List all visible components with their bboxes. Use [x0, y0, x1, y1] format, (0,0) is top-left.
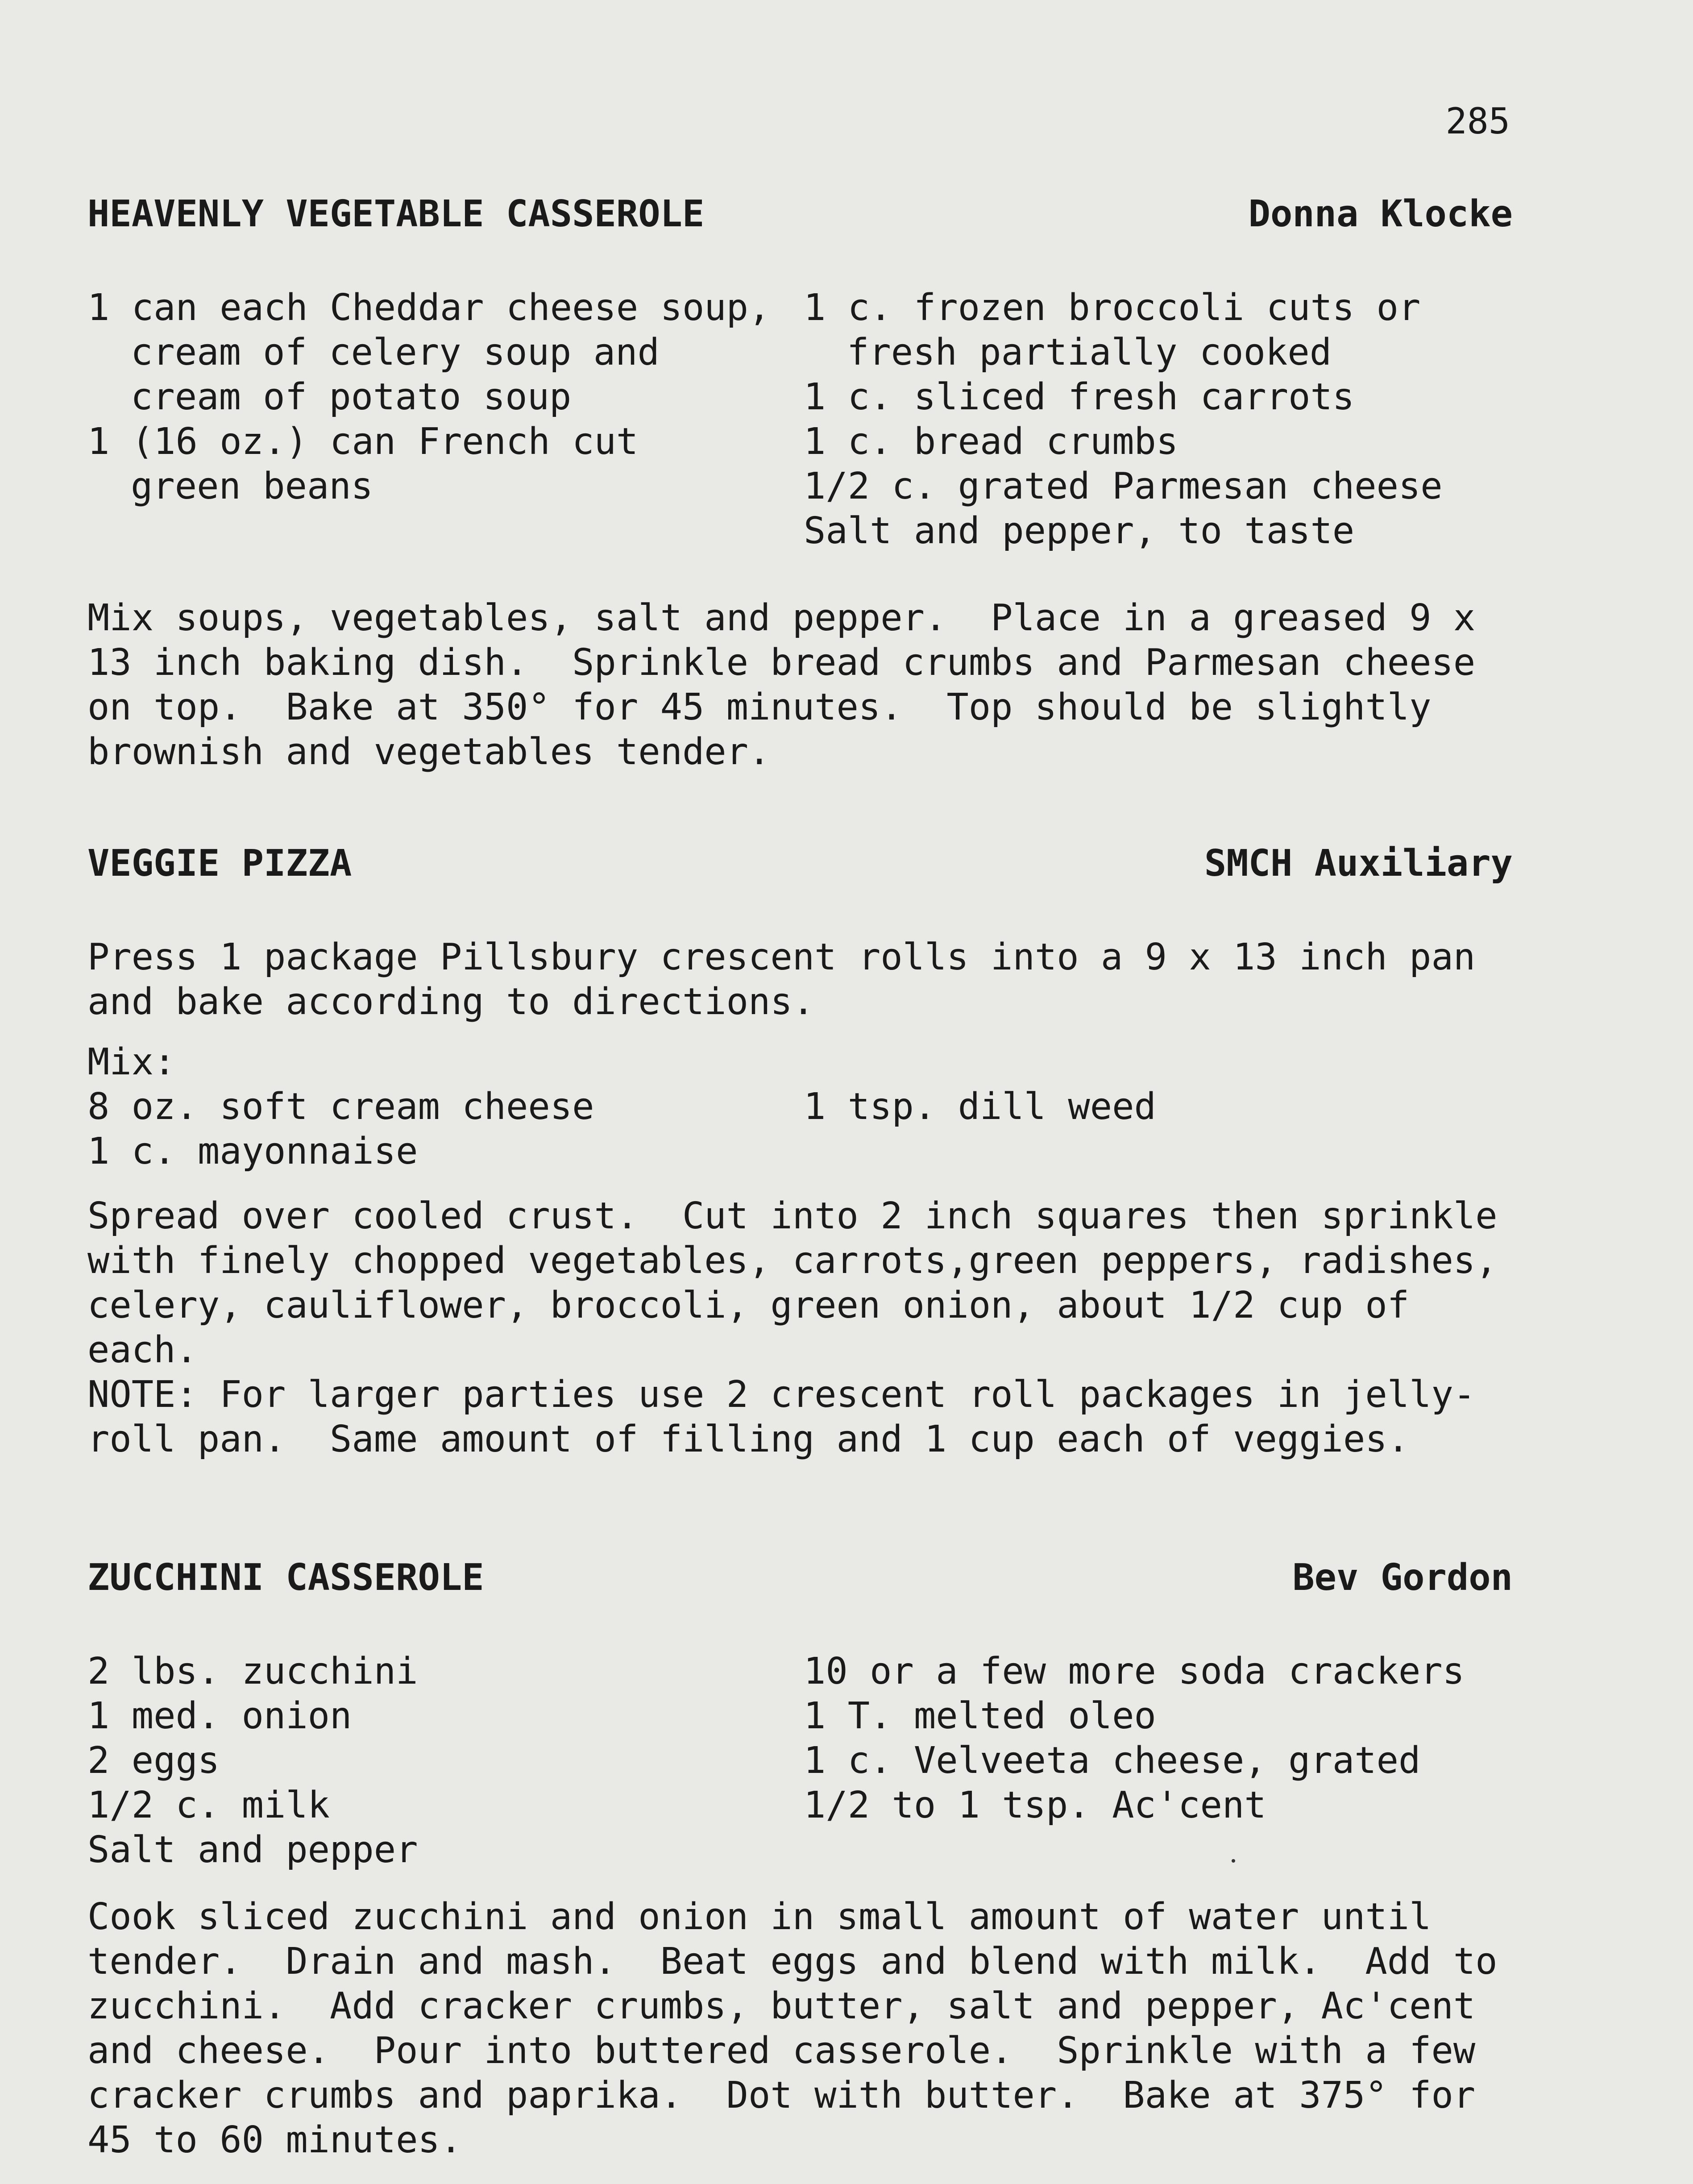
ingredient-line: 1 (16 oz.) can French cut [87, 420, 639, 463]
ingredient-line: fresh partially cooked [847, 331, 1332, 374]
recipe-directions [87, 596, 1513, 774]
direction-line: on top. Bake at 350° for 45 minutes. Top should be slightly [87, 686, 1432, 728]
recipe-title: ZUCCHINI CASSEROLE [87, 1556, 484, 1599]
recipe-author: Bev Gordon [1292, 1556, 1513, 1599]
ingredient-line: 1 c. frozen broccoli cuts or [804, 287, 1421, 329]
page-number: 285 [1445, 100, 1510, 142]
ingredients-left-column [87, 1649, 804, 1872]
direction-line: 13 inch baking dish. Sprinkle bread crumbs and Parmesan cheese [87, 641, 1476, 684]
ingredient-line: Salt and pepper, to taste [804, 510, 1355, 552]
ingredient-line: 1/2 c. grated Parmesan cheese [804, 465, 1443, 508]
ingredients-right-column [804, 1649, 1513, 1872]
ingredient-line: 2 lbs. zucchini [87, 1650, 418, 1693]
ingredient-line: 2 eggs [87, 1739, 220, 1782]
direction-line: zucchini. Add cracker crumbs, butter, salt and pepper, Ac'cent [87, 1985, 1476, 2027]
direction-line: and bake according to directions. [87, 981, 815, 1023]
ingredients-left-column [87, 1085, 804, 1174]
direction-line: brownish and vegetables tender. [87, 731, 771, 773]
recipe-heavenly-vegetable-casserole [87, 192, 1513, 774]
ingredient-line: green beans [131, 465, 373, 508]
recipe-header [87, 192, 1513, 237]
direction-line: Press 1 package Pillsbury crescent rolls into a 9 x 13 inch pan [87, 936, 1476, 978]
recipe-directions [87, 1895, 1513, 2163]
ingredient-line: 1 can each Cheddar cheese soup, [87, 287, 771, 329]
ingredient-line: 1 c. mayonnaise [87, 1130, 418, 1173]
direction-line: Cook sliced zucchini and onion in small amount of water until [87, 1896, 1432, 1938]
ingredient-line: 1 T. melted oleo [804, 1695, 1156, 1737]
ingredients [87, 286, 1513, 553]
ingredient-line: cream of celery soup and [131, 331, 660, 374]
ingredient-line: 1 c. Velveeta cheese, grated [804, 1739, 1421, 1782]
ingredient-line: 1 c. sliced fresh carrots [804, 376, 1355, 418]
direction-line: Spread over cooled crust. Cut into 2 inch squares then sprinkle [87, 1195, 1498, 1237]
ingredients-left-column [87, 286, 804, 553]
ingredient-line: 1 c. bread crumbs [804, 420, 1178, 463]
ingredient-line: 1/2 to 1 tsp. Ac'cent [804, 1784, 1266, 1826]
direction-line: Mix soups, vegetables, salt and pepper. Place in a greased 9 x [87, 597, 1476, 639]
ingredient-line: Salt and pepper [87, 1829, 418, 1871]
direction-line: each. [87, 1329, 198, 1371]
direction-line: and cheese. Pour into buttered casserole. Sprinkle with a few [87, 2030, 1476, 2072]
ingredients [87, 1085, 1513, 1174]
recipe-veggie-pizza [87, 841, 1513, 1462]
recipe-title: HEAVENLY VEGETABLE CASSEROLE [87, 193, 705, 235]
direction-line: celery, cauliflower, broccoli, green onion, about 1/2 cup of [87, 1284, 1410, 1327]
ingredients-right-column [804, 286, 1513, 553]
ingredient-line: cream of potato soup [131, 376, 572, 418]
ingredient-line: 1 tsp. dill weed [804, 1086, 1156, 1128]
ingredients-right-column [804, 1085, 1513, 1174]
note-line: NOTE: For larger parties use 2 crescent roll packages in jelly- [87, 1373, 1476, 1416]
ingredient-line: 10 or a few more soda crackers [804, 1650, 1465, 1693]
recipe-author: Donna Klocke [1248, 193, 1513, 235]
stray-mark [1232, 1859, 1235, 1863]
ingredient-line: 1 med. onion [87, 1695, 352, 1737]
direction-line: cracker crumbs and paprika. Dot with butter. Bake at 375° for [87, 2074, 1476, 2117]
direction-line: tender. Drain and mash. Beat eggs and blend with milk. Add to [87, 1940, 1498, 1983]
ingredient-line: 1/2 c. milk [87, 1784, 330, 1826]
recipe-header [87, 841, 1513, 886]
recipe-intro [87, 935, 1513, 1024]
direction-line: with finely chopped vegetables, carrots,green peppers, radishes, [87, 1240, 1498, 1282]
recipe-directions [87, 1194, 1513, 1462]
mix-label: Mix: [87, 1041, 176, 1083]
recipe-zucchini-casserole [87, 1556, 1513, 2163]
recipe-author: SMCH Auxiliary [1204, 842, 1513, 885]
recipe-title: VEGGIE PIZZA [87, 842, 352, 885]
ingredient-line: 8 oz. soft cream cheese [87, 1086, 594, 1128]
ingredients [87, 1649, 1513, 1872]
recipe-header [87, 1556, 1513, 1600]
direction-line: 45 to 60 minutes. [87, 2119, 462, 2161]
note-line: roll pan. Same amount of filling and 1 cup each of veggies. [87, 1418, 1410, 1460]
